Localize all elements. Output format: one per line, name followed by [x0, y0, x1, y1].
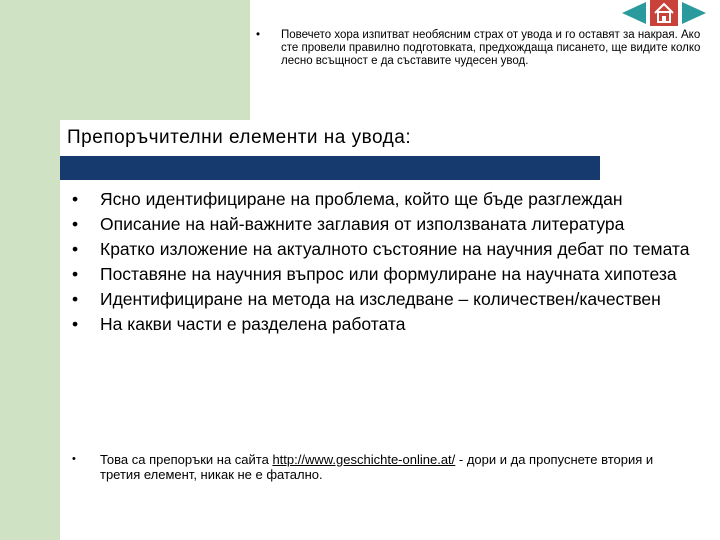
note-prefix: Това са препоръки на сайта: [100, 452, 273, 467]
slide-navigation: [620, 0, 710, 26]
list-item: [70, 265, 690, 284]
recommended-elements-list: [70, 190, 690, 340]
list-item: [70, 315, 690, 334]
list-item-text: На какви части е разделена работата: [100, 314, 406, 334]
home-icon[interactable]: [650, 0, 678, 26]
list-item: [70, 190, 690, 209]
bullet: •: [72, 289, 79, 309]
bullet: •: [72, 453, 76, 465]
arrow-left-icon[interactable]: [620, 0, 648, 26]
list-item: [70, 215, 690, 234]
intro-text: Повечето хора изпитват необясним страх от увода и го оставят за накрая. Ако сте провели правилно подготовката, предхождаща писането, ще видите колко лесно всъщност е да съставите чудесен увод.: [281, 29, 701, 67]
note-suffix: - дори и да пропуснете втория и третия елемент, никак не е фатално.: [100, 452, 654, 482]
bullet: •: [72, 314, 79, 334]
bullet: •: [72, 264, 79, 284]
bullet: •: [72, 239, 79, 259]
intro-paragraph: [256, 29, 718, 68]
source-link[interactable]: http://www.geschichte-online.at/: [272, 452, 456, 467]
bullet: •: [72, 214, 79, 234]
list-item-text: Кратко изложение на актуалното състояние на научния дебат по темата: [100, 239, 690, 259]
heading-underline-bar: [60, 156, 600, 180]
list-item-text: Описание на най-важните заглавия от използваната литература: [100, 214, 625, 234]
section-heading: Препоръчителни елементи на увода:: [67, 127, 412, 148]
source-note: [70, 452, 690, 482]
arrow-right-icon[interactable]: [680, 0, 708, 26]
list-item-text: Поставяне на научния въпрос или формулиране на научната хипотеза: [100, 264, 677, 284]
bullet: •: [256, 29, 261, 41]
list-item-text: Идентифициране на метода на изследване – количествен/качествен: [100, 289, 661, 309]
bullet: •: [72, 189, 79, 209]
list-item: [70, 290, 690, 309]
source-note-text: [100, 452, 690, 482]
list-item: [70, 240, 690, 259]
list-item-text: Ясно идентифициране на проблема, който ще бъде разглеждан: [100, 189, 623, 209]
top-left-decorative-block: [0, 0, 250, 120]
